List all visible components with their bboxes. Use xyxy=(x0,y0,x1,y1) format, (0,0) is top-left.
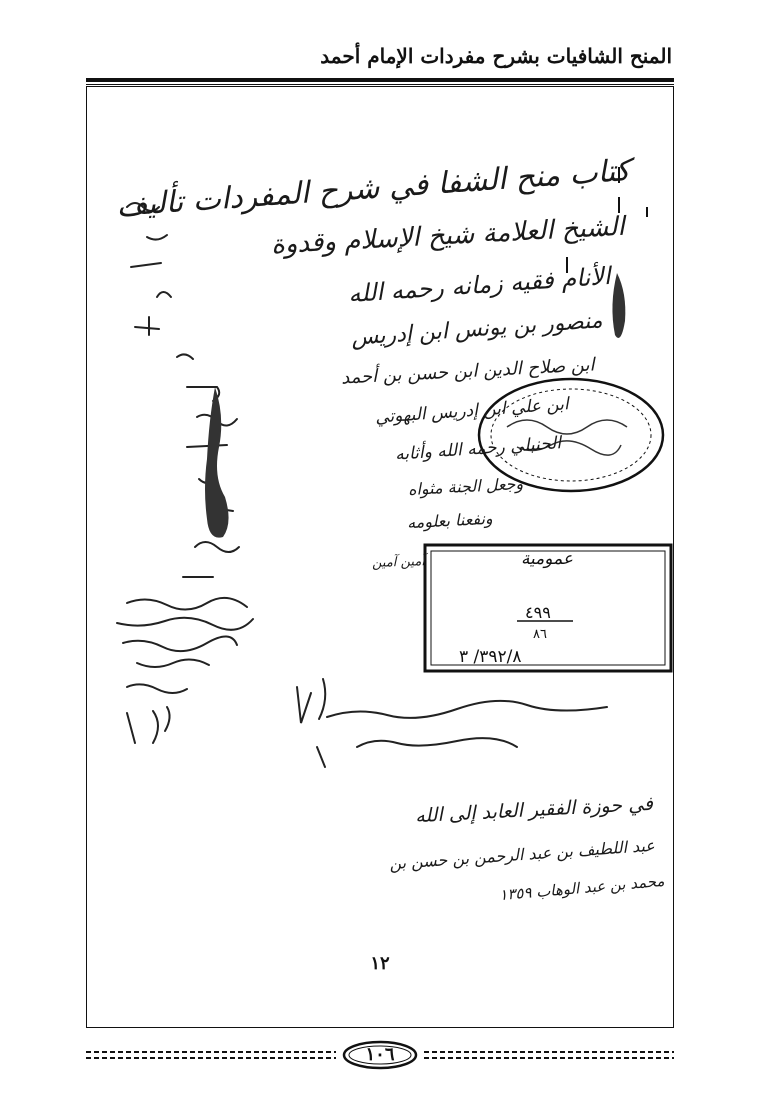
ownership-note: عبد اللطيف بن عبد الرحمن بن حسن بن xyxy=(388,835,656,874)
manuscript-line: آمين آمين xyxy=(371,554,426,571)
page-number: ١٠٦ xyxy=(365,1044,395,1065)
library-stamp-number: ٤٩٩ xyxy=(525,603,551,622)
manuscript-line: الأنام فقيه زمانه رحمه الله xyxy=(347,261,612,309)
manuscript-line: ابن صلاح الدين ابن حسن بن أحمد xyxy=(340,354,596,389)
ownership-note: في حوزة الفقير العابد إلى الله xyxy=(414,792,654,828)
manuscript-line: كتاب منح الشفا في شرح المفردات تأليف xyxy=(115,153,632,224)
ownership-note: محمد بن عبد الوهاب ١٣٥٩ xyxy=(498,871,666,905)
header-rule-thick xyxy=(86,78,674,82)
library-stamp-number: ٨٦ xyxy=(533,627,547,642)
manuscript-line: الحنبلي رحمه الله وأثابه xyxy=(394,433,562,465)
manuscript-line: ابن علي ابن إدريس البهوتي xyxy=(374,394,570,428)
manuscript-line: ونفعنا بعلومه xyxy=(406,508,494,533)
manuscript-line: وجعل الجنة مثواه xyxy=(407,473,524,500)
library-stamp-number: ٣٩٢/٨/ ٣ xyxy=(459,647,522,667)
manuscript-line: منصور بن يونس ابن إدريس xyxy=(350,308,604,351)
manuscript-line: الشيخ العلامة شيخ الإسلام وقدوة xyxy=(270,211,626,261)
inner-page-number: ١٢ xyxy=(370,953,390,974)
header-rule-thin xyxy=(86,84,674,85)
library-stamp-title: عمومية xyxy=(520,549,574,569)
page-footer xyxy=(86,1040,674,1072)
running-head: المنح الشافيات بشرح مفردات الإمام أحمد xyxy=(320,44,672,68)
manuscript-frame xyxy=(86,86,674,1028)
